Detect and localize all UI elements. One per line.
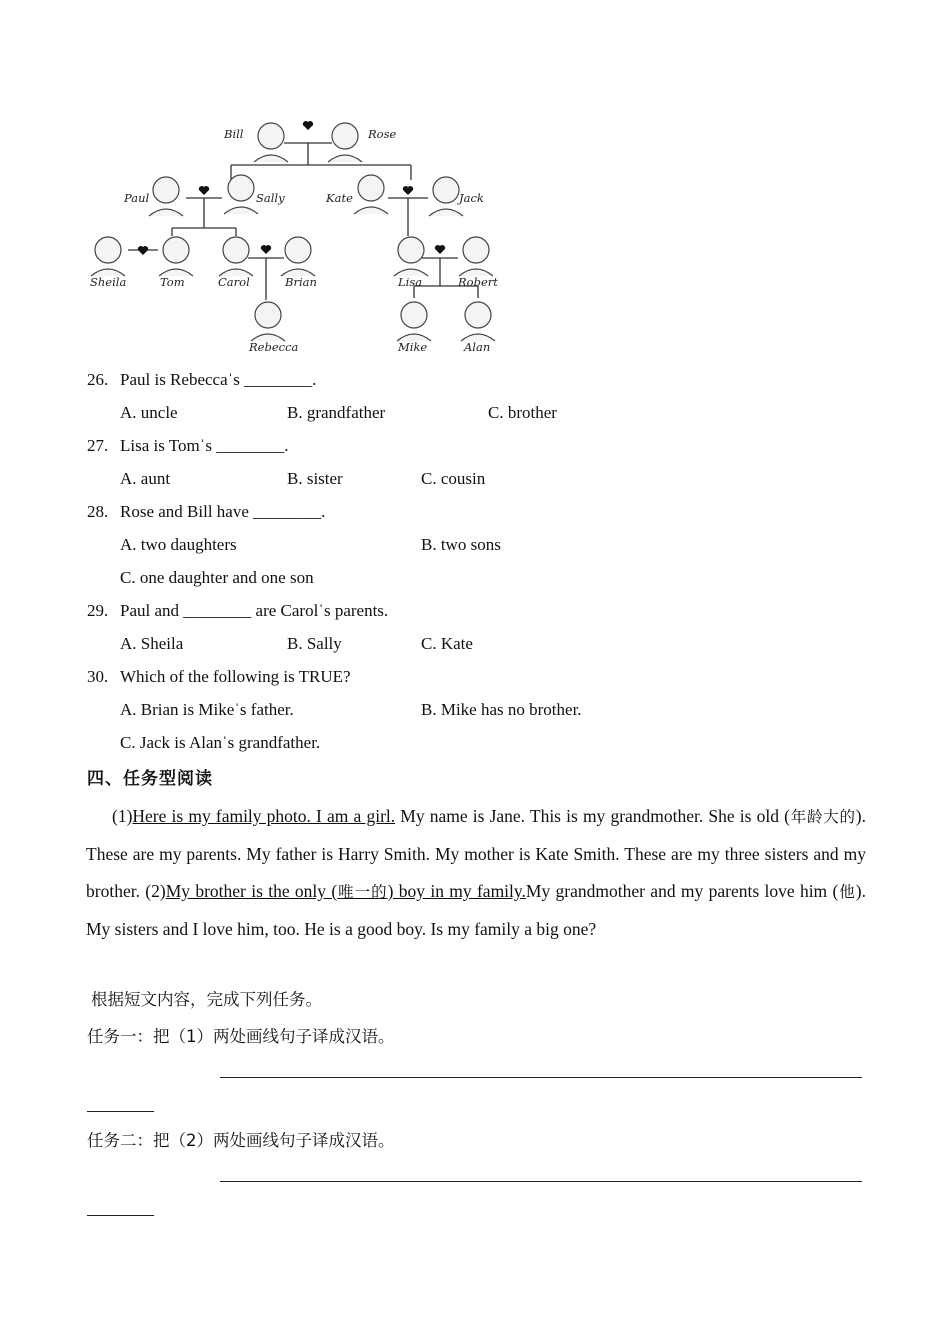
question-text: Lisa is Tomˈs ________. xyxy=(120,436,289,455)
instruction: 根据短文内容，完成下列任务。 xyxy=(91,990,322,1009)
section-title: 四、任务型阅读 xyxy=(87,769,213,789)
person-rebecca xyxy=(251,302,285,341)
question-number: 28. xyxy=(87,502,109,521)
label-mike: Mike xyxy=(398,340,428,354)
underlined-sentence-2: My brother is the only (唯一的) boy in my family. xyxy=(165,881,526,901)
label-tom: Tom xyxy=(160,275,185,289)
label-sheila: Sheila xyxy=(90,275,127,289)
label-kate: Kate xyxy=(326,191,353,205)
option-a: A. aunt xyxy=(120,469,171,488)
option-b: B. Sally xyxy=(287,634,342,653)
person-lisa xyxy=(394,237,428,276)
person-mike xyxy=(397,302,431,341)
label-lisa: Lisa xyxy=(398,275,423,289)
answer-line-continuation[interactable] xyxy=(87,1215,154,1216)
label-brian: Brian xyxy=(285,275,317,289)
person-sally xyxy=(224,175,258,214)
family-tree-illustration xyxy=(86,110,516,360)
label-sally: Sally xyxy=(256,191,285,205)
person-kate xyxy=(354,175,388,214)
question-text: Rose and Bill have ________. xyxy=(120,502,326,521)
answer-line[interactable] xyxy=(220,1077,862,1078)
underlined-sentence-1: Here is my family photo. I am a girl. xyxy=(132,806,396,826)
question-number: 29. xyxy=(87,601,109,620)
person-alan xyxy=(461,302,495,341)
option-a: A. Sheila xyxy=(120,634,184,653)
option-b: B. Mike has no brother. xyxy=(421,700,582,719)
option-c: C. cousin xyxy=(421,469,486,488)
label-paul: Paul xyxy=(124,191,150,205)
task-two-label: 任务二：把（2）两处画线句子译成汉语。 xyxy=(87,1131,395,1150)
person-brian xyxy=(281,237,315,276)
person-sheila xyxy=(91,237,125,276)
label-robert: Robert xyxy=(458,275,498,289)
question-number: 26. xyxy=(87,370,109,389)
passage-text: ). These are my parents. My father is Harry Smith. My mother is Kate Smith. These are my three sisters and my brother. xyxy=(86,806,866,901)
option-a: A. two daughters xyxy=(120,535,237,554)
passage-marker-2: (2) xyxy=(145,881,166,901)
person-jack xyxy=(429,177,463,216)
label-rose: Rose xyxy=(368,127,397,141)
option-a: A. uncle xyxy=(120,403,178,422)
label-jack: Jack xyxy=(459,191,484,205)
answer-line-continuation[interactable] xyxy=(87,1111,154,1112)
option-c: C. Jack is Alanˈs grandfather. xyxy=(120,733,321,752)
option-a: A. Brian is Mikeˈs father. xyxy=(120,700,294,719)
label-carol: Carol xyxy=(218,275,250,289)
question-text: Paul and ________ are Carolˈs parents. xyxy=(120,601,389,620)
option-b: B. grandfather xyxy=(287,403,386,422)
question-number: 27. xyxy=(87,436,109,455)
person-paul xyxy=(149,177,183,216)
question-text: Which of the following is TRUE? xyxy=(120,667,351,686)
person-carol xyxy=(219,237,253,276)
task-one-label: 任务一：把（1）两处画线句子译成汉语。 xyxy=(87,1027,395,1046)
label-rebecca: Rebecca xyxy=(249,340,299,354)
chinese-gloss: 他 xyxy=(838,883,856,901)
question-text: Paul is Rebeccaˈs ________. xyxy=(120,370,317,389)
heart-icons xyxy=(138,121,445,255)
option-c: C. Kate xyxy=(421,634,473,653)
option-b: B. two sons xyxy=(421,535,501,554)
person-rose xyxy=(328,123,362,162)
person-tom xyxy=(159,237,193,276)
reading-passage xyxy=(86,798,866,948)
question-number: 30. xyxy=(87,667,109,686)
label-bill: Bill xyxy=(224,127,244,141)
option-c: C. brother xyxy=(488,403,557,422)
label-alan: Alan xyxy=(464,340,491,354)
person-bill xyxy=(254,123,288,162)
answer-line[interactable] xyxy=(220,1181,862,1182)
passage-text: ). My sisters and I love him, too. He is a good boy. Is my family a big one? xyxy=(86,881,866,939)
chinese-gloss: 年龄大的 xyxy=(789,808,856,826)
person-robert xyxy=(459,237,493,276)
passage-marker-1: (1) xyxy=(112,806,133,826)
passage-text: My name is Jane. This is my grandmother. She is old ( xyxy=(395,806,790,826)
option-b: B. sister xyxy=(287,469,343,488)
option-c: C. one daughter and one son xyxy=(120,568,314,587)
passage-text: My grandmother and my parents love him ( xyxy=(525,881,839,901)
